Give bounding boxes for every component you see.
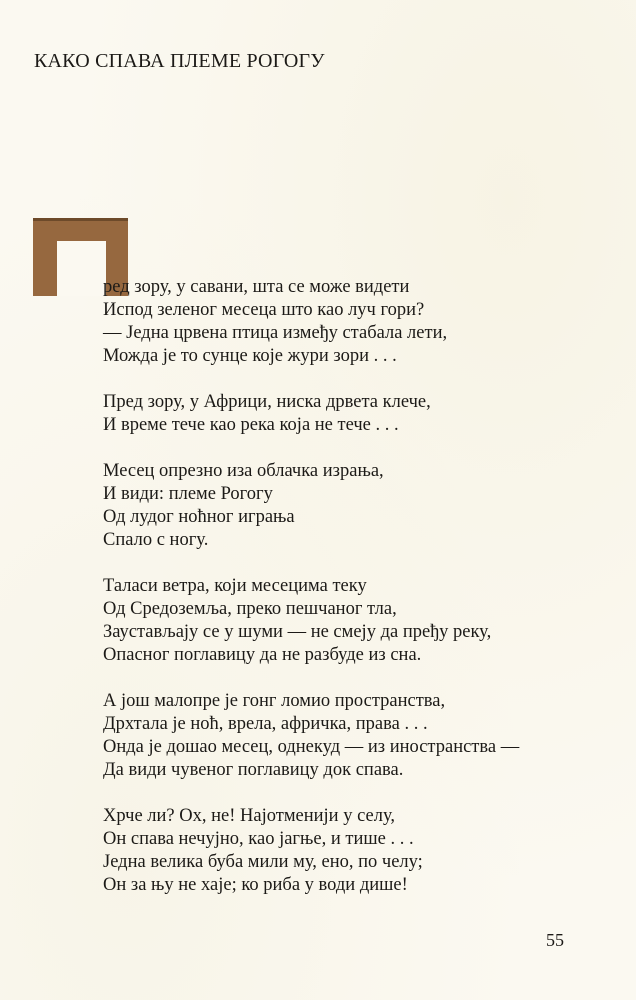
- stanza-gap: [103, 667, 519, 690]
- verse-line: Таласи ветра, који месецима теку: [103, 576, 367, 596]
- verse-line: Испод зеленог месеца што као луч гори?: [103, 300, 425, 320]
- verse-line: Заустављају се у шуми — не смеју да пређу реку,: [103, 622, 492, 642]
- verse-line: Онда је дошао месец, однекуд — из иностранства —: [103, 737, 520, 757]
- poem-title: КАКО СПАВА ПЛЕМЕ РОГОГУ: [34, 50, 325, 72]
- verse-line: Да види чувеног поглавицу док спава.: [103, 760, 404, 780]
- verse-line: И време тече као река која не тече . . .: [103, 415, 399, 435]
- stanza: [103, 276, 519, 368]
- poem-body: [103, 276, 519, 897]
- verse-line: Од лудог ноћног играња: [103, 507, 295, 527]
- verse-line: Од Средоземља, преко пешчаног тла,: [103, 599, 397, 619]
- verse-line: Он за њу не хаје; ко риба у води дише!: [103, 875, 408, 895]
- verse-line: Он спава нечујно, као јагње, и тише . . .: [103, 829, 414, 849]
- verse-line: Месец опрезно иза облачка израња,: [103, 461, 384, 481]
- stanza: [103, 391, 519, 437]
- verse-line: Хрче ли? Ох, не! Најотменији у селу,: [103, 806, 395, 826]
- stanza: [103, 575, 519, 667]
- stanza-gap: [103, 437, 519, 460]
- verse-line: Можда је то сунце које жури зори . . .: [103, 346, 397, 366]
- stanza-gap: [103, 552, 519, 575]
- verse-line: Опасног поглавицу да не разбуде из сна.: [103, 645, 422, 665]
- page-number: 55: [546, 930, 564, 950]
- stanza-gap: [103, 368, 519, 391]
- stanza: [103, 805, 519, 897]
- dropcap-counter: [57, 241, 106, 296]
- verse-line: Спало с ногу.: [103, 530, 209, 550]
- verse-line: И види: племе Рогогу: [103, 484, 273, 504]
- verse-line: — Једна црвена птица између стабала лети,: [103, 323, 448, 343]
- stanza: [103, 460, 519, 552]
- stanza-gap: [103, 782, 519, 805]
- verse-line: Пред зору, у Африци, ниска дрвета клече,: [103, 392, 431, 412]
- verse-line: Једна велика буба мили му, ено, по челу;: [103, 852, 423, 872]
- stanza: [103, 690, 519, 782]
- verse-line: А још малопре је гонг ломио пространства,: [103, 691, 446, 711]
- verse-line: ред зору, у савани, шта се може видети: [103, 277, 410, 297]
- dropcap-edge: [33, 218, 128, 221]
- verse-line: Дрхтала је ноћ, врела, афричка, права . . .: [103, 714, 428, 734]
